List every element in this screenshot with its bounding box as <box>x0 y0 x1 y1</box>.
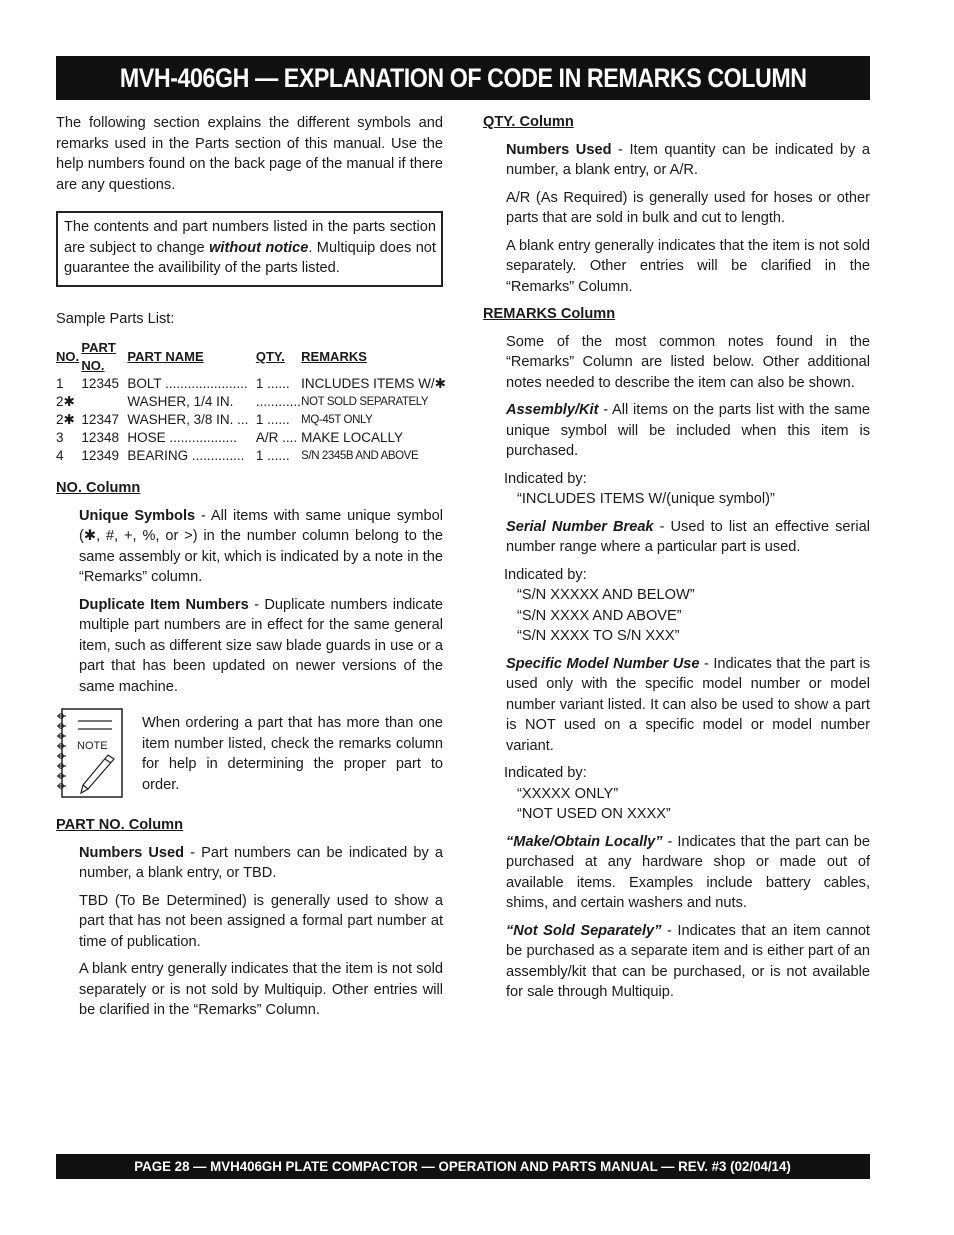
part-numbers-used-text: - Part numbers can be indicated by a number, a blank entry, or TBD. <box>79 844 443 881</box>
qty-column-heading: QTY. Column <box>483 114 574 130</box>
duplicate-numbers-text: - Duplicate numbers indicate multiple part numbers are in effect for the same general item, such as different size saw blade guards in use or a part that has been updated on newer versions of the same machine. <box>79 596 444 695</box>
cell-part-no <box>81 393 127 411</box>
part-no-column-heading: PART NO. Column <box>56 817 184 833</box>
cell-remarks: NOT SOLD SEPARATELY <box>301 396 429 408</box>
note-text: When ordering a part that has more than one item number listed, check the remarks column for help in determining the proper part to order. <box>142 715 443 793</box>
notice-box <box>56 211 443 287</box>
notice-emphasis: without notice <box>209 239 309 256</box>
table-row <box>56 447 446 465</box>
assembly-example: “INCLUDES ITEMS W/(unique symbol)” <box>517 491 775 507</box>
serial-break-paragraph <box>483 517 870 558</box>
table-row <box>56 375 446 393</box>
note-icon-label: NOTE <box>77 740 108 752</box>
duplicate-numbers-label: Duplicate Item Numbers <box>79 596 249 613</box>
header-part-name: PART NAME <box>127 349 204 364</box>
table-row <box>56 393 446 411</box>
serial-break-label: Serial Number Break <box>506 518 654 535</box>
cell-name: HOSE .................. <box>127 430 237 445</box>
notice-text-end: . Multiquip does not guarantee the availibility of the parts listed. <box>64 239 436 276</box>
right-column <box>483 112 870 1010</box>
model-example-1: “XXXXX ONLY” <box>517 785 619 802</box>
page-title-bar <box>56 56 870 100</box>
part-numbers-used-label: Numbers Used <box>79 844 185 861</box>
table-row <box>56 429 446 447</box>
note-callout <box>56 707 443 799</box>
page-title: MVH-406GH — EXPLANATION OF CODE IN REMARKS COLUMN <box>119 63 807 93</box>
cell-name: BEARING .............. <box>127 448 245 463</box>
make-locally-label: “Make/Obtain Locally” <box>506 833 663 850</box>
assembly-kit-paragraph <box>483 400 870 462</box>
unique-symbols-text: - All items with same unique symbol (✱, #, +, %, or >) in the number column belong to the same assembly or kit, which is indicated by a note in the “Remarks” column. <box>79 507 443 585</box>
cell-no: 2✱ <box>56 394 75 409</box>
notepad-pencil-icon <box>56 707 124 799</box>
model-number-label: Specific Model Number Use <box>506 655 700 672</box>
sample-parts-table <box>56 339 446 465</box>
cell-part-no: 12345 <box>81 376 119 391</box>
table-row <box>56 411 446 429</box>
serial-example-3: “S/N XXXX TO S/N XXX” <box>517 628 680 644</box>
qty-numbers-used-text: - Item quantity can be indicated by a number, a blank entry, or A/R. <box>506 141 870 178</box>
qty-blank-entry-paragraph: A blank entry generally indicates that the item is not sold separately. Other entries will be clarified in the “Remarks” Column. <box>506 237 870 295</box>
no-column-heading: NO. Column <box>56 480 141 496</box>
cell-name: WASHER, 3/8 IN. ... <box>127 412 249 427</box>
header-no: NO. <box>56 349 80 364</box>
header-qty: QTY. <box>255 349 285 364</box>
qty-numbers-used-paragraph <box>483 140 870 181</box>
intro-paragraph: The following section explains the different symbols and remarks used in the Parts section of this manual. Use the help numbers found on the back page of the manual if there are any questions. <box>56 115 443 193</box>
duplicate-numbers-paragraph <box>56 595 443 698</box>
cell-remarks: MQ-45T ONLY <box>301 414 373 426</box>
assembly-kit-label: Assembly/Kit <box>506 402 599 418</box>
unique-symbols-paragraph <box>56 506 443 588</box>
cell-qty: A/R .... <box>255 430 298 445</box>
header-part-no: PART NO. <box>81 340 116 373</box>
cell-qty: 1 ...... <box>255 412 290 427</box>
tbd-paragraph: TBD (To Be Determined) is generally used to show a part that has not been assigned a formal part number at time of publication. <box>79 892 443 950</box>
part-numbers-used-paragraph <box>56 843 443 884</box>
not-sold-separately-text: - Indicates that an item cannot be purchased as a separate item and is either part of an assembly/kit that can be purchased, or is not available for sale through Multiquip. <box>506 922 870 1000</box>
serial-example-2: “S/N XXXX AND ABOVE” <box>517 607 682 624</box>
cell-no: 1 <box>56 376 64 391</box>
cell-remarks: INCLUDES ITEMS W/✱ <box>301 376 446 391</box>
cell-name: BOLT ...................... <box>127 376 248 391</box>
not-sold-separately-paragraph <box>483 921 870 1003</box>
make-locally-paragraph <box>483 832 870 914</box>
serial-break-text: - Used to list an effective serial number range where a particular part is used. <box>506 518 870 555</box>
assembly-indicated-by: Indicated by: <box>504 470 587 487</box>
cell-no: 2✱ <box>56 412 75 427</box>
header-remarks: REMARKS <box>301 349 367 364</box>
assembly-kit-text: - All items on the parts list with the same unique symbol will be included when this item is purchased. <box>506 402 870 459</box>
cell-remarks: MAKE LOCALLY <box>301 430 403 445</box>
unique-symbols-label: Unique Symbols <box>79 507 196 524</box>
model-example-2: “NOT USED ON XXXX” <box>517 806 671 822</box>
ar-paragraph: A/R (As Required) is generally used for hoses or other parts that are sold in bulk and cut to length. <box>506 189 870 226</box>
cell-qty: 1 ...... <box>255 448 290 463</box>
cell-part-no: 12347 <box>81 412 119 427</box>
remarks-intro-paragraph: Some of the most common notes found in the “Remarks” Column are listed below. Other additional notes needed to describe the item can also be shown. <box>506 333 870 391</box>
cell-no: 4 <box>56 448 64 463</box>
cell-no: 3 <box>56 430 64 445</box>
cell-qty: ............ <box>255 394 301 409</box>
model-indicated-by: Indicated by: <box>504 765 587 781</box>
qty-numbers-used-label: Numbers Used <box>506 141 612 158</box>
make-locally-text: - Indicates that the part can be purchased at any hardware shop or made out of available items. Examples include battery cables, shims, and certain washers and nuts. <box>506 833 870 911</box>
model-number-text: - Indicates that the part is used only with the specific model number or model number variant listed. It can also be used to show a part is NOT used on a specific model or model number variant. <box>506 655 870 754</box>
cell-remarks: S/N 2345B AND ABOVE <box>301 450 419 462</box>
left-column <box>56 113 446 1028</box>
serial-example-1: “S/N XXXXX AND BELOW” <box>517 587 695 603</box>
cell-name: WASHER, 1/4 IN. <box>127 394 234 409</box>
notice-text-start: The contents and part numbers listed in the parts section are subject to change <box>64 219 436 256</box>
cell-part-no: 12349 <box>81 448 119 463</box>
sample-parts-label: Sample Parts List: <box>56 310 175 327</box>
part-blank-entry-paragraph: A blank entry generally indicates that the item is not sold separately or is not sold by Multiquip. Other entries will be clarified in the “Remarks” Column. <box>79 961 443 1018</box>
cell-part-no: 12348 <box>81 430 119 445</box>
cell-qty: 1 ...... <box>255 376 290 391</box>
footer-text: PAGE 28 — MVH406GH PLATE COMPACTOR — OPERATION AND PARTS MANUAL — REV. #3 (02/04/14) <box>134 1158 792 1174</box>
not-sold-separately-label: “Not Sold Separately” <box>506 922 662 939</box>
page-footer <box>56 1154 870 1179</box>
serial-indicated-by: Indicated by: <box>504 566 587 583</box>
model-number-paragraph <box>483 654 870 757</box>
table-header-row <box>56 339 446 375</box>
remarks-column-heading: REMARKS Column <box>483 306 616 322</box>
